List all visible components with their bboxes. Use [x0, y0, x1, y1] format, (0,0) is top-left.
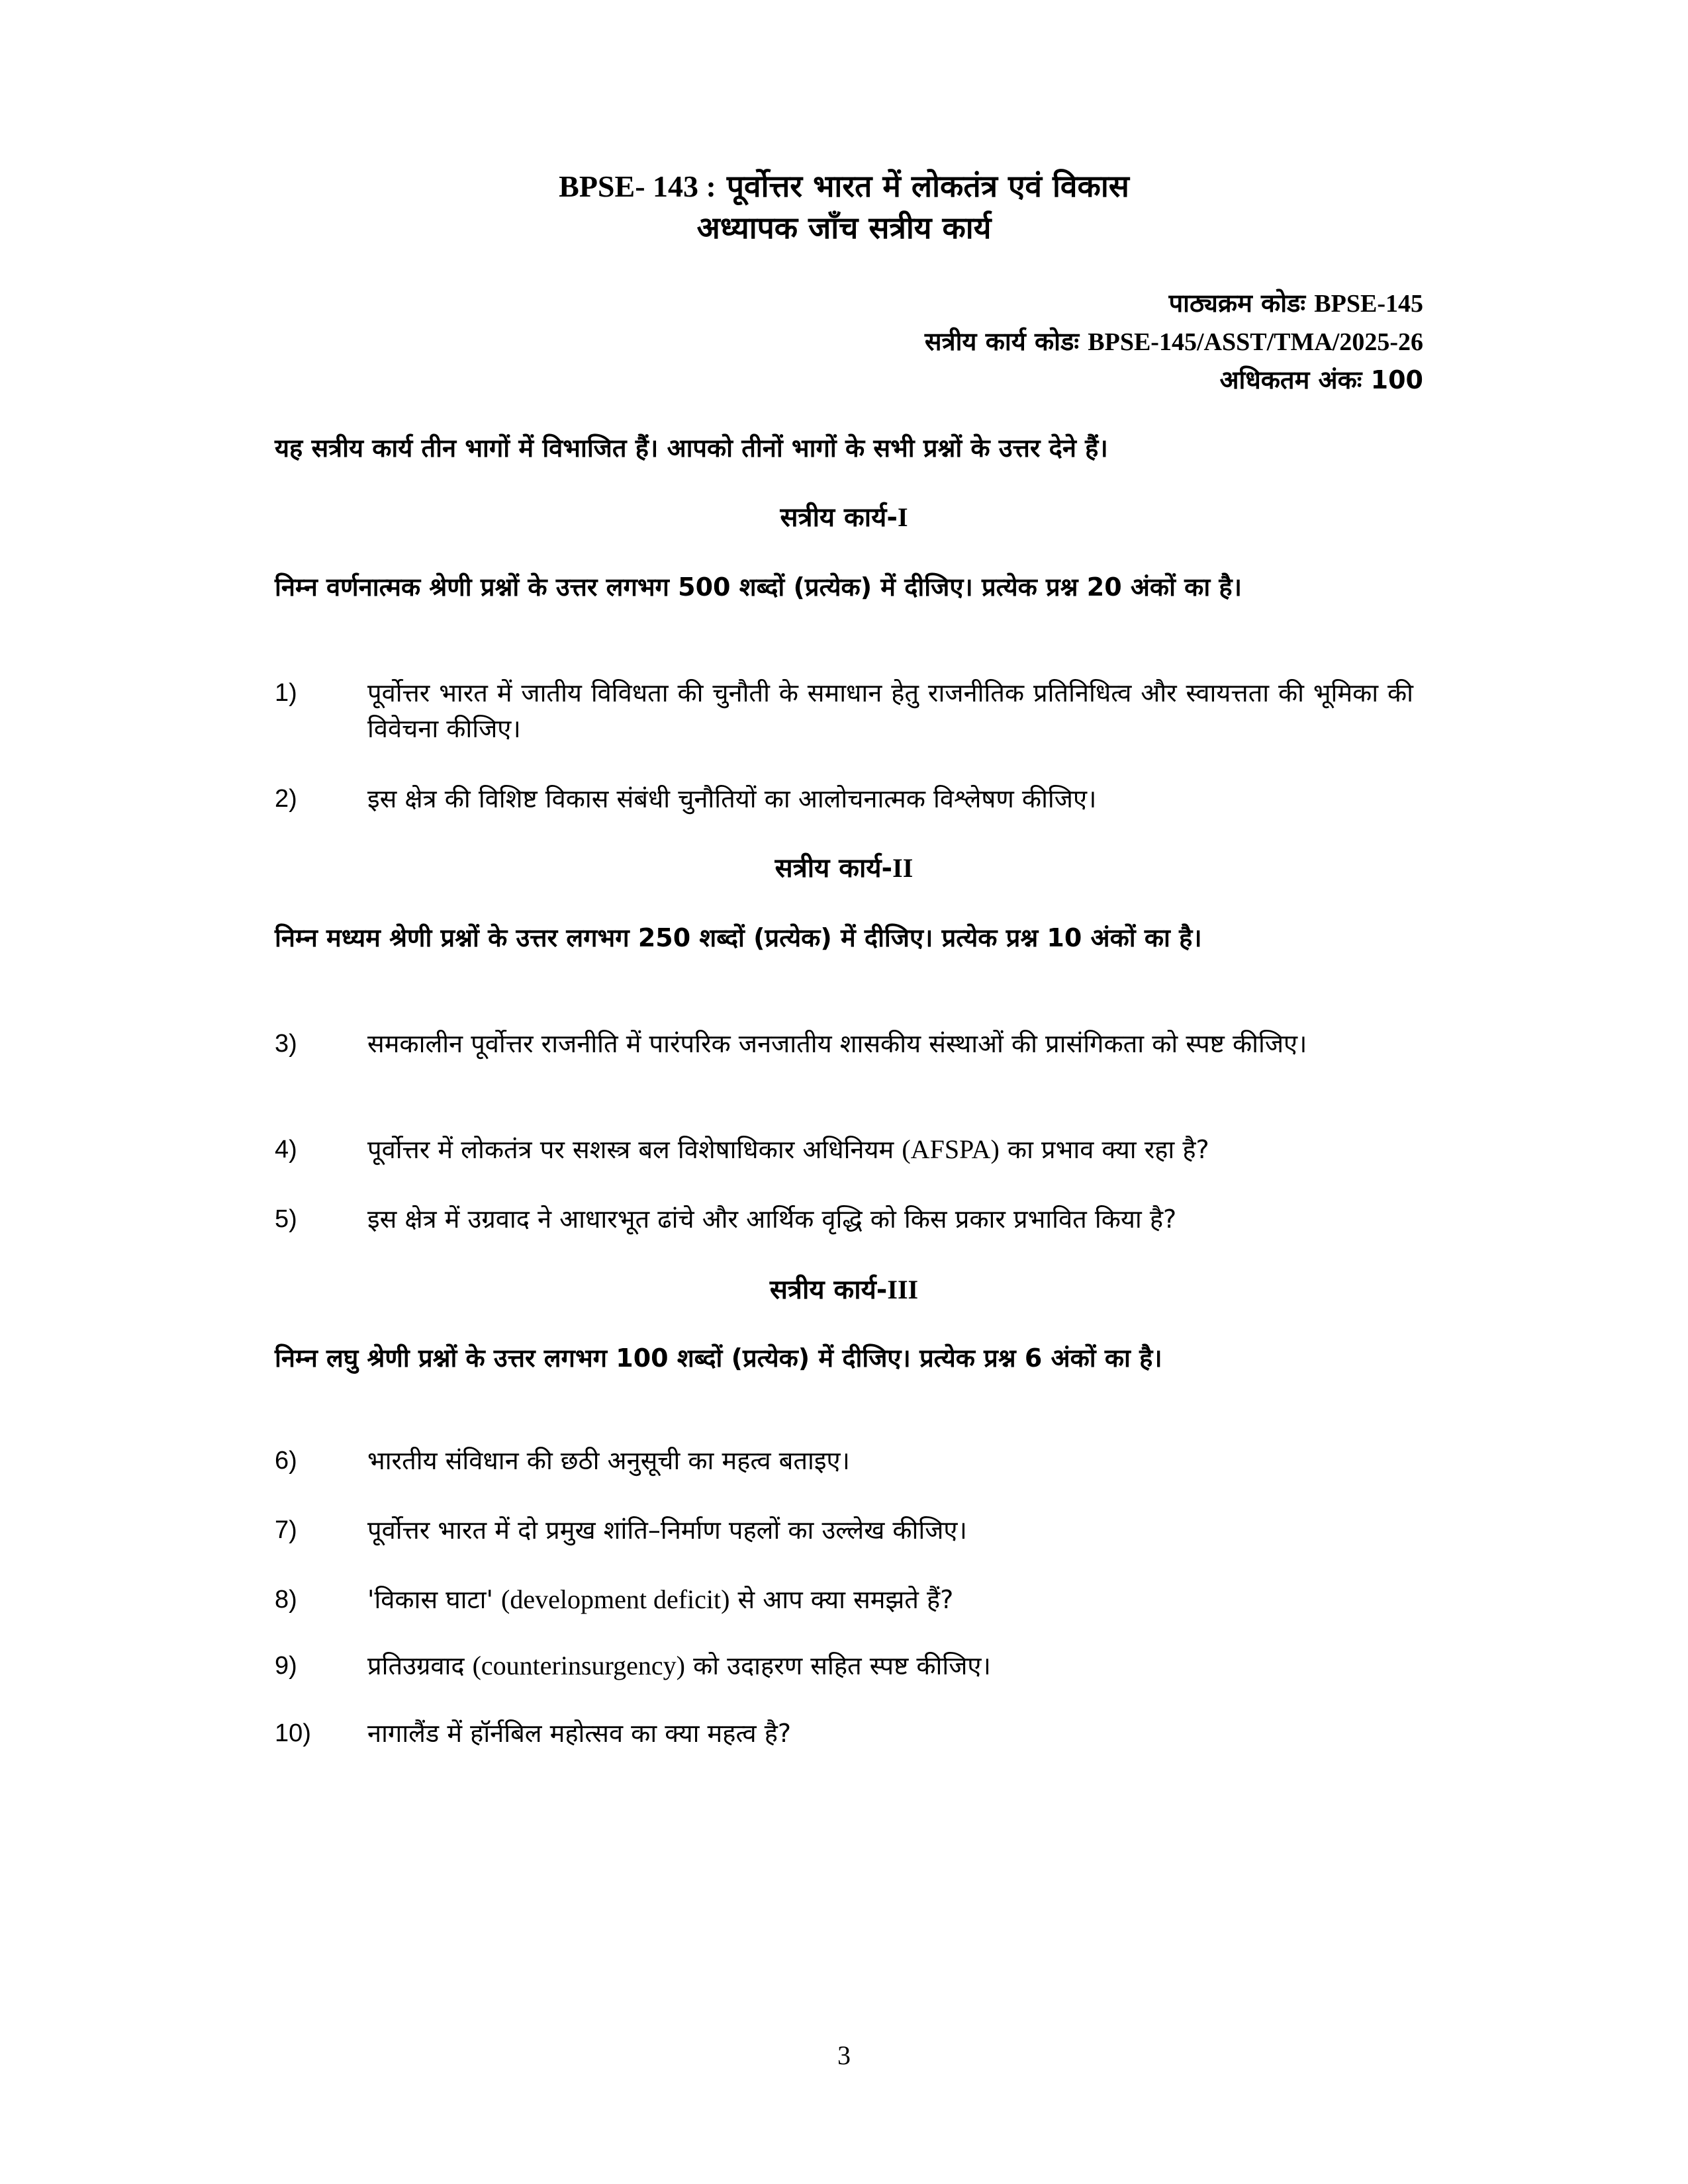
- question-text: पूर्वोत्तर भारत में जातीय विविधता की चुनौती के समाधान हेतु राजनीतिक प्रतिनिधित्व और स्वायत्तता की भूमिका की विवेचना कीजिए।: [367, 678, 1413, 743]
- question-text: समकालीन पूर्वोत्तर राजनीति में पारंपरिक जनजातीय शासकीय संस्थाओं की प्रासंगिकता को स्पष्ट कीजिए।: [367, 1029, 1307, 1058]
- section-heading-3: [0, 1272, 1688, 1308]
- section-instruction-1: निम्न वर्णनात्मक श्रेणी प्रश्नों के उत्तर लगभग 500 शब्दों (प्रत्येक) में दीजिए। प्रत्येक प्रश्न 20 अंकों का है।: [275, 572, 1243, 602]
- question-text-part: को उदाहरण सहित स्पष्ट कीजिए।: [684, 1651, 991, 1680]
- course-code-row: [925, 285, 1423, 323]
- question-number: 10): [275, 1719, 311, 1747]
- question-text-latin: (AFSPA): [902, 1134, 1000, 1164]
- question-text: इस क्षेत्र में उग्रवाद ने आधारभूत ढांचे और आर्थिक वृद्धि को किस प्रकार प्रभावित किया है?: [367, 1205, 1177, 1234]
- title-block: [0, 165, 1688, 248]
- question-text: नागालैंड में हॉर्नबिल महोत्सव का क्या महत्व है?: [367, 1719, 792, 1748]
- question-number: 5): [275, 1205, 297, 1233]
- section-heading-roman: III: [887, 1275, 919, 1304]
- section-heading-1: [0, 500, 1688, 535]
- question-text-part: से आप क्या समझते हैं?: [729, 1585, 954, 1614]
- assignment-code: BPSE-145/ASST/TMA/2025-26: [1088, 328, 1423, 356]
- page-title: [0, 165, 1688, 207]
- section-heading-2: [0, 850, 1688, 886]
- question-text: [367, 1582, 1413, 1617]
- question-item: [275, 1026, 1413, 1062]
- question-item: [275, 1582, 1413, 1617]
- question-number: 9): [275, 1652, 297, 1680]
- max-marks: 100: [1370, 365, 1423, 394]
- question-text: इस क्षेत्र की विशिष्ट विकास संबंधी चुनौतियों का आलोचनात्मक विश्लेषण कीजिए।: [367, 784, 1097, 813]
- question-number: 6): [275, 1447, 297, 1475]
- question-text-part: 'विकास घाटा': [367, 1585, 502, 1614]
- question-item: [275, 1201, 1413, 1237]
- question-item: [275, 1132, 1413, 1167]
- question-item: [275, 1648, 1413, 1684]
- section-heading-label: सत्रीय कार्य-: [780, 502, 898, 533]
- course-code: BPSE-145: [1314, 290, 1423, 318]
- question-text-part: प्रतिउग्रवाद: [367, 1651, 473, 1680]
- section-heading-roman: I: [897, 502, 908, 532]
- question-number: 7): [275, 1516, 297, 1544]
- question-text: [367, 1132, 1413, 1167]
- question-text-part: का प्रभाव क्या रहा है?: [999, 1135, 1209, 1164]
- assignment-code-label: सत्रीय कार्य कोडः: [924, 327, 1080, 356]
- question-text-latin: (counterinsurgency): [472, 1651, 685, 1680]
- max-marks-label: अधिकतम अंकः: [1219, 365, 1362, 394]
- assignment-meta: [925, 285, 1423, 399]
- page-subtitle: अध्यापक जाँच सत्रीय कार्य: [696, 210, 992, 246]
- question-item: [275, 781, 1413, 817]
- page-number: 3: [837, 2040, 851, 2070]
- question-item: [275, 675, 1413, 747]
- question-text: भारतीय संविधान की छठी अनुसूची का महत्व बताइए।: [367, 1446, 850, 1475]
- course-prefix: BPSE- 143 :: [559, 169, 716, 203]
- section-instruction-3: निम्न लघु श्रेणी प्रश्नों के उत्तर लगभग 100 शब्दों (प्रत्येक) में दीजिए। प्रत्येक प्रश्न 6 अंकों का है।: [275, 1343, 1162, 1373]
- max-marks-row: [925, 361, 1423, 399]
- general-instruction: यह सत्रीय कार्य तीन भागों में विभाजित हैं। आपको तीनों भागों के सभी प्रश्नों के उत्तर देने हैं।: [275, 433, 1108, 463]
- assignment-code-row: [925, 323, 1423, 361]
- question-item: [275, 1715, 1413, 1751]
- section-heading-label: सत्रीय कार्य-: [774, 853, 893, 884]
- question-text-part: पूर्वोत्तर में लोकतंत्र पर सशस्त्र बल विशेषाधिकार अधिनियम: [367, 1135, 902, 1164]
- section-heading-label: सत्रीय कार्य-: [769, 1275, 888, 1305]
- course-code-label: पाठ्यक्रम कोडः: [1168, 289, 1306, 318]
- question-text-latin: (development deficit): [501, 1584, 730, 1614]
- question-item: [275, 1512, 1413, 1548]
- question-text: [367, 1648, 1413, 1684]
- question-number: 1): [275, 679, 297, 707]
- section-instruction-2: निम्न मध्यम श्रेणी प्रश्नों के उत्तर लगभग 250 शब्दों (प्रत्येक) में दीजिए। प्रत्येक प्रश्न 10 अंकों का है।: [275, 923, 1202, 952]
- question-text: पूर्वोत्तर भारत में दो प्रमुख शांति–निर्माण पहलों का उल्लेख कीजिए।: [367, 1516, 967, 1545]
- question-number: 3): [275, 1030, 297, 1058]
- section-heading-roman: II: [892, 853, 914, 883]
- question-number: 4): [275, 1136, 297, 1163]
- question-item: [275, 1443, 1413, 1479]
- question-number: 8): [275, 1586, 297, 1614]
- course-title: पूर्वोत्तर भारत में लोकतंत्र एवं विकास: [726, 168, 1129, 204]
- question-number: 2): [275, 785, 297, 813]
